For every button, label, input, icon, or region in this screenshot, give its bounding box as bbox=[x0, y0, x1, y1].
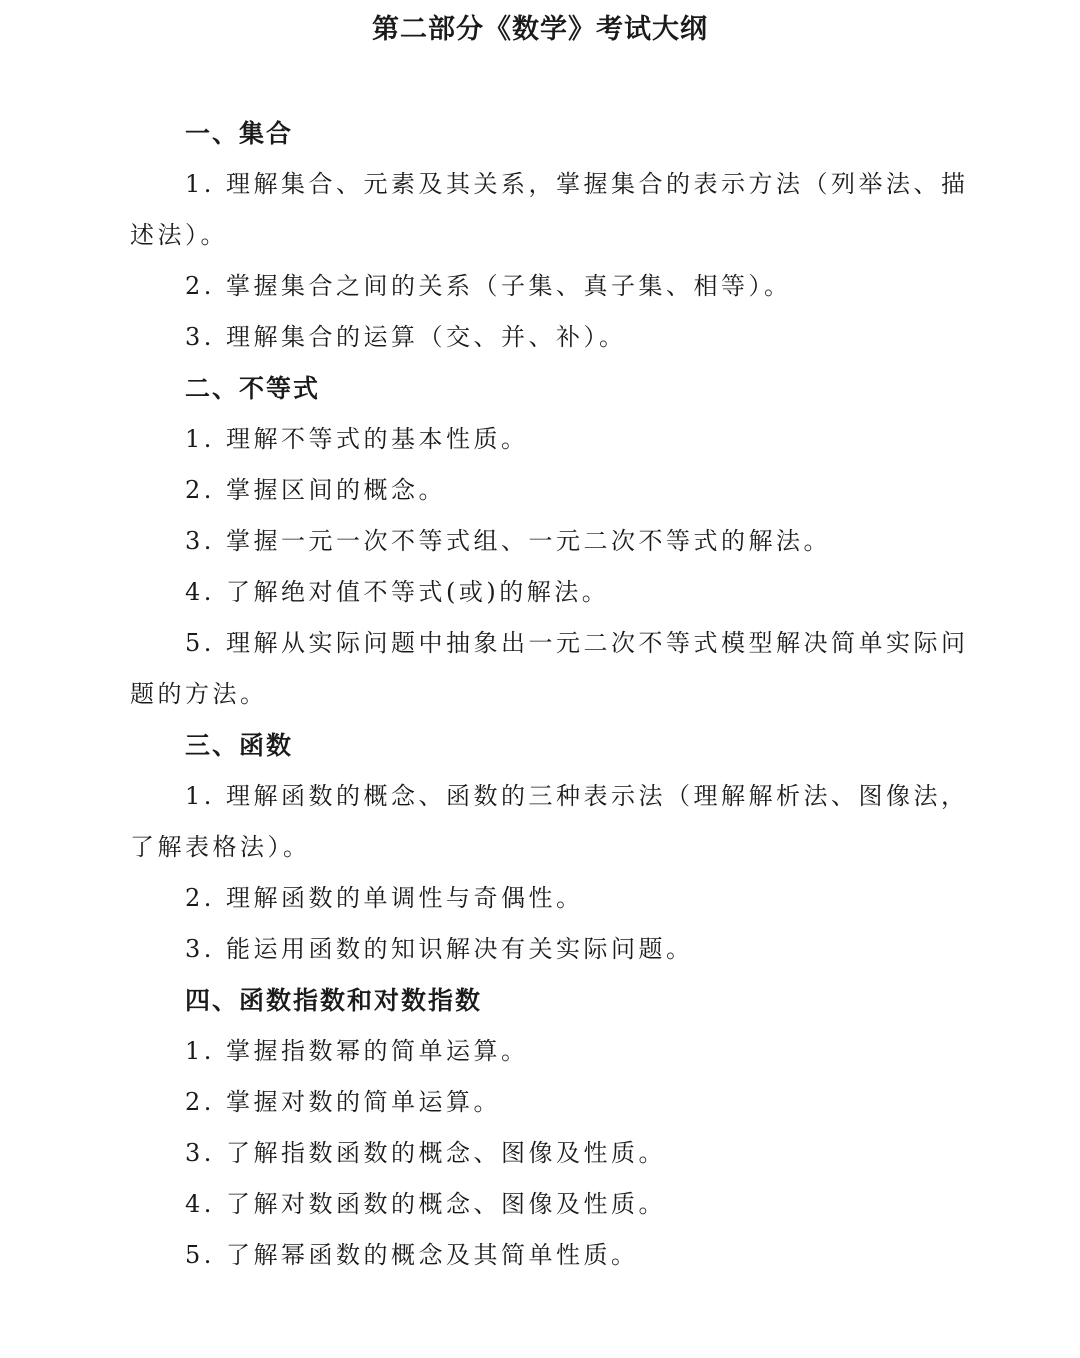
list-item-continuation: 题的方法。 bbox=[130, 680, 268, 708]
list-item: 2. 掌握集合之间的关系（子集、真子集、相等）。 bbox=[185, 272, 792, 300]
list-item: 3. 了解指数函数的概念、图像及性质。 bbox=[185, 1139, 667, 1167]
page-title: 第二部分《数学》考试大纲 bbox=[372, 14, 708, 45]
list-item: 2. 理解函数的单调性与奇偶性。 bbox=[185, 884, 584, 912]
list-item: 2. 掌握对数的简单运算。 bbox=[185, 1088, 502, 1116]
list-item: 1. 理解集合、元素及其关系，掌握集合的表示方法（列举法、描 bbox=[185, 170, 969, 198]
section-heading: 三、函数 bbox=[185, 731, 294, 760]
section-heading: 四、函数指数和对数指数 bbox=[185, 986, 483, 1015]
list-item: 1. 掌握指数幂的简单运算。 bbox=[185, 1037, 529, 1065]
list-item-continuation: 了解表格法）。 bbox=[130, 833, 311, 861]
list-item: 1. 理解函数的概念、函数的三种表示法（理解解析法、图像法， bbox=[185, 782, 969, 810]
list-item: 5. 理解从实际问题中抽象出一元二次不等式模型解决简单实际问 bbox=[185, 629, 969, 657]
list-item-continuation: 述法）。 bbox=[130, 221, 228, 249]
syllabus-outline bbox=[0, 108, 1080, 1281]
list-item: 2. 掌握区间的概念。 bbox=[185, 476, 447, 504]
section-heading: 二、不等式 bbox=[185, 374, 321, 403]
list-item: 4. 了解绝对值不等式(或)的解法。 bbox=[185, 578, 610, 606]
list-item: 3. 能运用函数的知识解决有关实际问题。 bbox=[185, 935, 694, 963]
list-item: 1. 理解不等式的基本性质。 bbox=[185, 425, 529, 453]
section-heading: 一、集合 bbox=[185, 119, 294, 148]
list-item: 3. 掌握一元一次不等式组、一元二次不等式的解法。 bbox=[185, 527, 832, 555]
list-item: 5. 了解幂函数的概念及其简单性质。 bbox=[185, 1241, 639, 1269]
list-item: 3. 理解集合的运算（交、并、补）。 bbox=[185, 323, 627, 351]
list-item: 4. 了解对数函数的概念、图像及性质。 bbox=[185, 1190, 667, 1218]
